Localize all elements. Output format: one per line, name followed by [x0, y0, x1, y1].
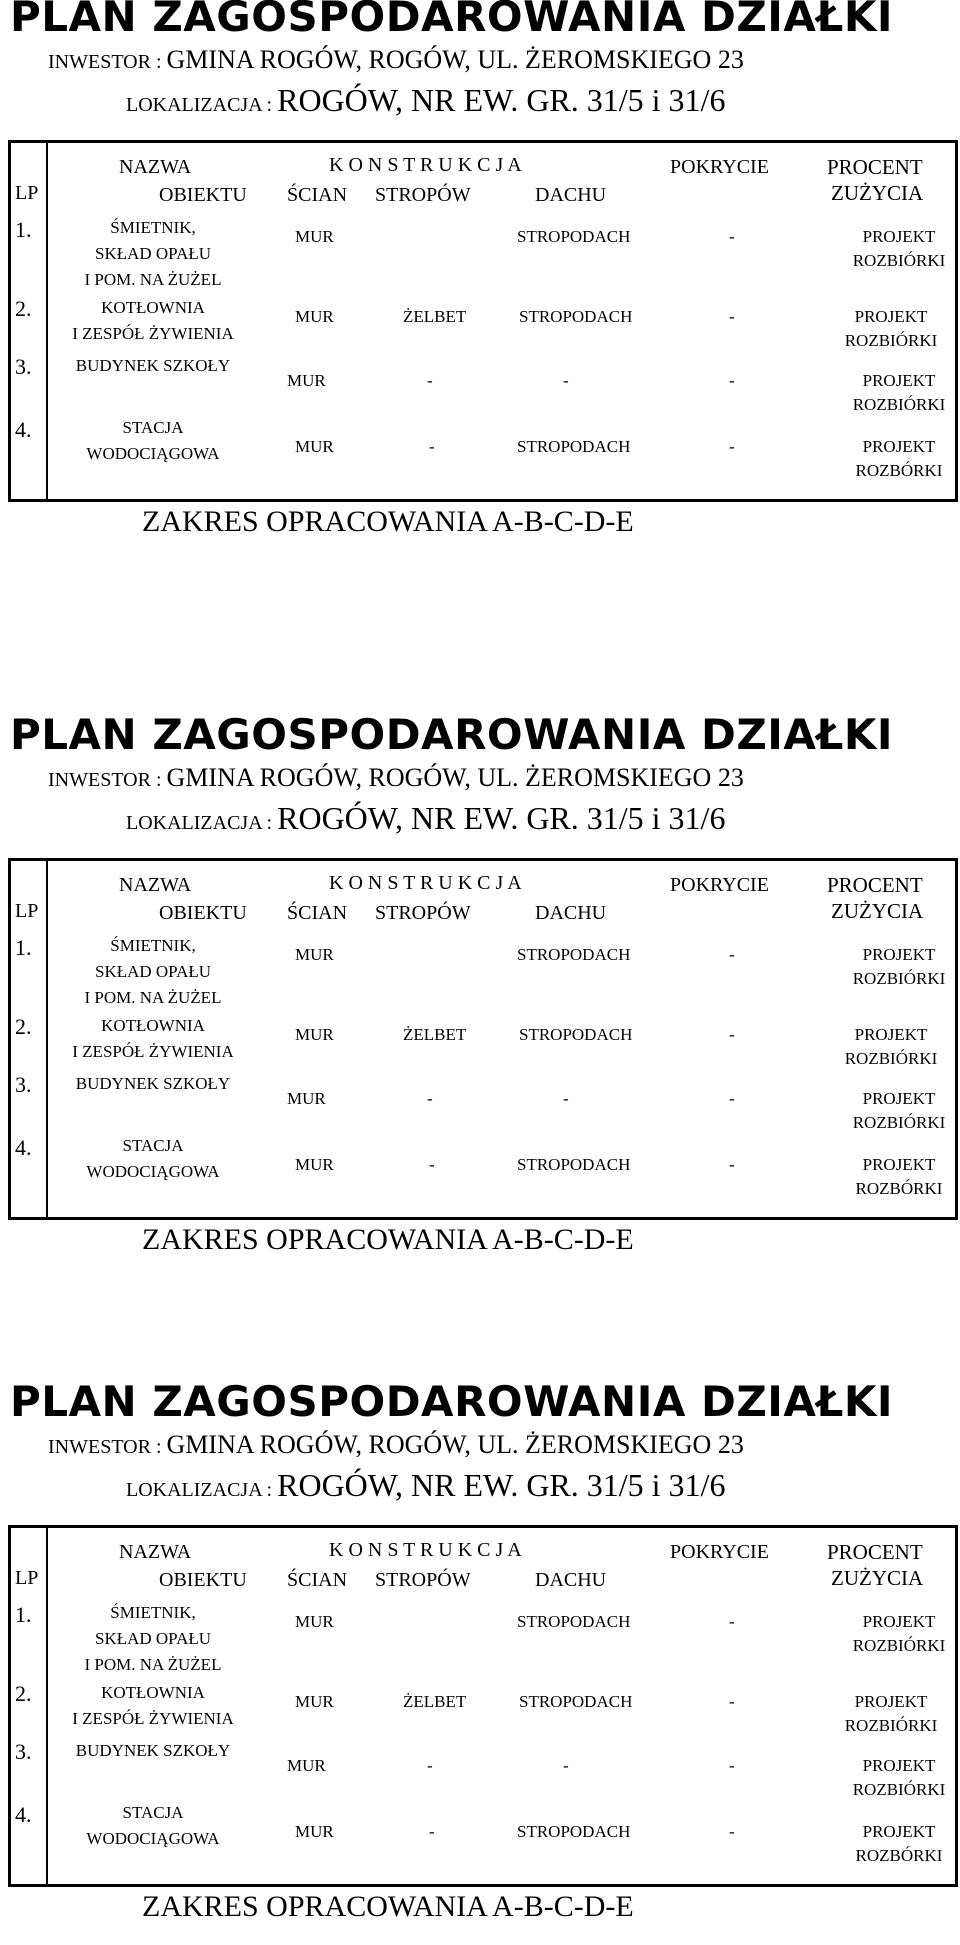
document-title: PLAN ZAGOSPODAROWANIA DZIAŁKI	[10, 0, 894, 41]
object-name-line: WODOCIĄGOWA	[86, 1162, 220, 1181]
cell-pokrycie: -	[729, 371, 735, 390]
cell-pokrycie: -	[729, 1089, 735, 1108]
cell-scian: MUR	[295, 1692, 334, 1711]
procent-line: ROZBIÓRKI	[844, 1716, 938, 1735]
cell-scian: MUR	[295, 1612, 334, 1631]
object-name-line: BUDYNEK SZKOŁY	[75, 1074, 231, 1093]
procent-line: PROJEKT	[862, 437, 936, 456]
investor-label: INWESTOR :	[48, 769, 167, 791]
header-dachu: DACHU	[535, 184, 607, 206]
cell-scian: MUR	[295, 1155, 334, 1174]
object-name	[53, 1800, 253, 1852]
cell-scian: MUR	[295, 437, 334, 456]
cell-stropow: -	[427, 1089, 433, 1108]
header-pokrycie: POKRYCIE	[670, 1541, 769, 1563]
object-name-line: SKŁAD OPAŁU	[94, 244, 212, 263]
object-name-line: KOTŁOWNIA	[101, 298, 205, 317]
header-scian: ŚCIAN	[287, 902, 348, 924]
investor-line	[48, 44, 744, 80]
cell-stropow: -	[429, 1822, 435, 1841]
cell-stropow: -	[429, 1155, 435, 1174]
cell-scian: MUR	[295, 227, 334, 246]
cell-scian: MUR	[295, 307, 334, 326]
object-name-line: STACJA	[122, 1803, 184, 1822]
cell-stropow: ŻELBET	[403, 1692, 467, 1711]
procent-line: ROZBÓRKI	[855, 461, 943, 480]
cell-scian: MUR	[295, 1822, 334, 1841]
object-name-line: I ZESPÓŁ ŻYWIENIA	[72, 1042, 234, 1061]
cell-procent	[839, 435, 959, 483]
location-label: LOKALIZACJA :	[126, 94, 278, 116]
investor-value: GMINA ROGÓW, ROGÓW, UL. ŻEROMSKIEGO 23	[166, 1430, 744, 1459]
object-name-line: SKŁAD OPAŁU	[94, 962, 212, 981]
cell-pokrycie: -	[729, 1612, 735, 1631]
cell-stropow: ŻELBET	[403, 1025, 467, 1044]
header-lp: LP	[15, 182, 39, 204]
header-pokrycie: POKRYCIE	[670, 874, 769, 896]
procent-line: PROJEKT	[862, 1155, 936, 1174]
object-name	[53, 1680, 253, 1732]
cell-pokrycie: -	[729, 307, 735, 326]
cell-stropow: -	[427, 1756, 433, 1775]
header-pokrycie: POKRYCIE	[670, 156, 769, 178]
header-scian: ŚCIAN	[287, 1569, 348, 1591]
cell-pokrycie: -	[729, 1155, 735, 1174]
header-konstrukcja: K O N S T R U K C J A	[329, 872, 522, 894]
procent-line: PROJEKT	[854, 307, 928, 326]
header-zuzycia: ZUŻYCIA	[831, 181, 924, 205]
header-procent: PROCENT	[827, 1540, 923, 1564]
object-name	[53, 1600, 253, 1678]
table-divider	[46, 1528, 48, 1884]
header-stropow: STROPÓW	[375, 1569, 471, 1591]
cell-dachu: STROPODACH	[517, 227, 631, 246]
object-name-line: WODOCIĄGOWA	[86, 444, 220, 463]
investor-label: INWESTOR :	[48, 51, 167, 73]
location-label: LOKALIZACJA :	[126, 1479, 278, 1501]
cell-procent	[839, 369, 959, 417]
cell-dachu: -	[563, 371, 569, 390]
building-table	[8, 858, 958, 1220]
cell-dachu: STROPODACH	[517, 437, 631, 456]
cell-procent	[831, 1023, 951, 1071]
object-name-line: ŚMIETNIK,	[110, 218, 196, 237]
cell-procent	[839, 1153, 959, 1201]
object-name	[53, 1071, 253, 1097]
header-konstrukcja: K O N S T R U K C J A	[329, 154, 522, 176]
header-zuzycia: ZUŻYCIA	[831, 899, 924, 923]
building-table	[8, 140, 958, 502]
object-name	[53, 415, 253, 467]
procent-line: ROZBIÓRKI	[844, 331, 938, 350]
procent-line: PROJEKT	[862, 945, 936, 964]
investor-label: INWESTOR :	[48, 1436, 167, 1458]
cell-procent	[839, 1087, 959, 1135]
location-label: LOKALIZACJA :	[126, 812, 278, 834]
procent-line: PROJEKT	[862, 1822, 936, 1841]
cell-pokrycie: -	[729, 945, 735, 964]
cell-procent	[839, 943, 959, 991]
investor-line	[48, 762, 744, 798]
object-name-line: KOTŁOWNIA	[101, 1683, 205, 1702]
location-value: ROGÓW, NR EW. GR. 31/5 i 31/6	[277, 1467, 726, 1503]
cell-dachu: STROPODACH	[519, 1025, 633, 1044]
header-scian: ŚCIAN	[287, 184, 348, 206]
procent-line: ROZBIÓRKI	[852, 1780, 946, 1799]
cell-procent	[839, 1610, 959, 1658]
location-line	[126, 1469, 725, 1508]
cell-dachu: -	[563, 1756, 569, 1775]
cell-dachu: STROPODACH	[519, 1692, 633, 1711]
cell-dachu: STROPODACH	[517, 1612, 631, 1631]
row-number: 2.	[15, 296, 32, 321]
cell-dachu: -	[563, 1089, 569, 1108]
row-number: 3.	[15, 354, 32, 379]
row-number: 1.	[15, 1602, 32, 1627]
object-name-line: WODOCIĄGOWA	[86, 1829, 220, 1848]
object-name-line: SKŁAD OPAŁU	[94, 1629, 212, 1648]
procent-line: PROJEKT	[862, 371, 936, 390]
object-name	[53, 933, 253, 1011]
procent-line: PROJEKT	[862, 1089, 936, 1108]
row-number: 2.	[15, 1014, 32, 1039]
header-nazwa: NAZWA	[119, 1541, 192, 1563]
location-line	[126, 84, 725, 123]
table-divider	[46, 861, 48, 1217]
row-number: 4.	[15, 417, 32, 442]
document-title: PLAN ZAGOSPODAROWANIA DZIAŁKI	[10, 1377, 894, 1426]
procent-line: PROJEKT	[862, 227, 936, 246]
header-obiektu: OBIEKTU	[159, 184, 247, 206]
cell-pokrycie: -	[729, 1822, 735, 1841]
procent-line: ROZBIÓRKI	[852, 1113, 946, 1132]
header-obiektu: OBIEKTU	[159, 902, 247, 924]
object-name	[53, 1013, 253, 1065]
table-divider	[46, 143, 48, 499]
investor-value: GMINA ROGÓW, ROGÓW, UL. ŻEROMSKIEGO 23	[166, 45, 744, 74]
scope-footer: ZAKRES OPRACOWANIA A-B-C-D-E	[142, 1223, 634, 1256]
procent-line: PROJEKT	[862, 1756, 936, 1775]
location-value: ROGÓW, NR EW. GR. 31/5 i 31/6	[277, 800, 726, 836]
header-dachu: DACHU	[535, 902, 607, 924]
cell-pokrycie: -	[729, 437, 735, 456]
cell-procent	[831, 305, 951, 353]
object-name-line: KOTŁOWNIA	[101, 1016, 205, 1035]
cell-scian: MUR	[287, 1756, 326, 1775]
plan-sheet	[0, 710, 960, 1278]
row-number: 4.	[15, 1135, 32, 1160]
location-line	[126, 802, 725, 841]
object-name	[53, 215, 253, 293]
header-obiektu: OBIEKTU	[159, 1569, 247, 1591]
object-name	[53, 1133, 253, 1185]
investor-value: GMINA ROGÓW, ROGÓW, UL. ŻEROMSKIEGO 23	[166, 763, 744, 792]
object-name-line: I POM. NA ŻUŻEL	[84, 270, 222, 289]
cell-procent	[839, 225, 959, 273]
header-procent: PROCENT	[827, 155, 923, 179]
scope-footer: ZAKRES OPRACOWANIA A-B-C-D-E	[142, 1890, 634, 1923]
object-name-line: STACJA	[122, 1136, 184, 1155]
procent-line: ROZBÓRKI	[855, 1179, 943, 1198]
object-name-line: ŚMIETNIK,	[110, 936, 196, 955]
plan-sheet	[0, 1377, 960, 1945]
header-lp: LP	[15, 1567, 39, 1589]
object-name-line: STACJA	[122, 418, 184, 437]
header-stropow: STROPÓW	[375, 184, 471, 206]
row-number: 2.	[15, 1681, 32, 1706]
cell-scian: MUR	[287, 371, 326, 390]
row-number: 1.	[15, 217, 32, 242]
object-name-line: I ZESPÓŁ ŻYWIENIA	[72, 324, 234, 343]
cell-scian: MUR	[295, 945, 334, 964]
cell-scian: MUR	[295, 1025, 334, 1044]
header-nazwa: NAZWA	[119, 874, 192, 896]
object-name-line: BUDYNEK SZKOŁY	[75, 1741, 231, 1760]
header-konstrukcja: K O N S T R U K C J A	[329, 1539, 522, 1561]
object-name-line: I POM. NA ŻUŻEL	[84, 1655, 222, 1674]
procent-line: ROZBIÓRKI	[852, 395, 946, 414]
procent-line: ROZBIÓRKI	[852, 969, 946, 988]
cell-pokrycie: -	[729, 1692, 735, 1711]
document-title: PLAN ZAGOSPODAROWANIA DZIAŁKI	[10, 710, 894, 759]
row-number: 3.	[15, 1739, 32, 1764]
procent-line: PROJEKT	[854, 1025, 928, 1044]
procent-line: PROJEKT	[854, 1692, 928, 1711]
cell-stropow: ŻELBET	[403, 307, 467, 326]
procent-line: ROZBIÓRKI	[852, 1636, 946, 1655]
header-lp: LP	[15, 900, 39, 922]
cell-dachu: STROPODACH	[517, 1822, 631, 1841]
object-name-line: ŚMIETNIK,	[110, 1603, 196, 1622]
cell-dachu: STROPODACH	[517, 945, 631, 964]
header-nazwa: NAZWA	[119, 156, 192, 178]
header-procent: PROCENT	[827, 873, 923, 897]
procent-line: ROZBÓRKI	[855, 1846, 943, 1865]
row-number: 1.	[15, 935, 32, 960]
cell-procent	[839, 1820, 959, 1868]
cell-pokrycie: -	[729, 1756, 735, 1775]
object-name-line: BUDYNEK SZKOŁY	[75, 356, 231, 375]
header-zuzycia: ZUŻYCIA	[831, 1566, 924, 1590]
investor-line	[48, 1429, 744, 1465]
cell-stropow: -	[429, 437, 435, 456]
cell-stropow: -	[427, 371, 433, 390]
building-table	[8, 1525, 958, 1887]
object-name	[53, 353, 253, 379]
cell-procent	[839, 1754, 959, 1802]
procent-line: ROZBIÓRKI	[852, 251, 946, 270]
cell-procent	[831, 1690, 951, 1738]
cell-pokrycie: -	[729, 1025, 735, 1044]
row-number: 3.	[15, 1072, 32, 1097]
cell-scian: MUR	[287, 1089, 326, 1108]
object-name-line: I ZESPÓŁ ŻYWIENIA	[72, 1709, 234, 1728]
object-name	[53, 295, 253, 347]
plan-sheet	[0, 0, 960, 560]
cell-dachu: STROPODACH	[517, 1155, 631, 1174]
object-name-line: I POM. NA ŻUŻEL	[84, 988, 222, 1007]
header-stropow: STROPÓW	[375, 902, 471, 924]
object-name	[53, 1738, 253, 1764]
location-value: ROGÓW, NR EW. GR. 31/5 i 31/6	[277, 82, 726, 118]
procent-line: ROZBIÓRKI	[844, 1049, 938, 1068]
cell-pokrycie: -	[729, 227, 735, 246]
cell-dachu: STROPODACH	[519, 307, 633, 326]
procent-line: PROJEKT	[862, 1612, 936, 1631]
header-dachu: DACHU	[535, 1569, 607, 1591]
scope-footer: ZAKRES OPRACOWANIA A-B-C-D-E	[142, 505, 634, 538]
row-number: 4.	[15, 1802, 32, 1827]
